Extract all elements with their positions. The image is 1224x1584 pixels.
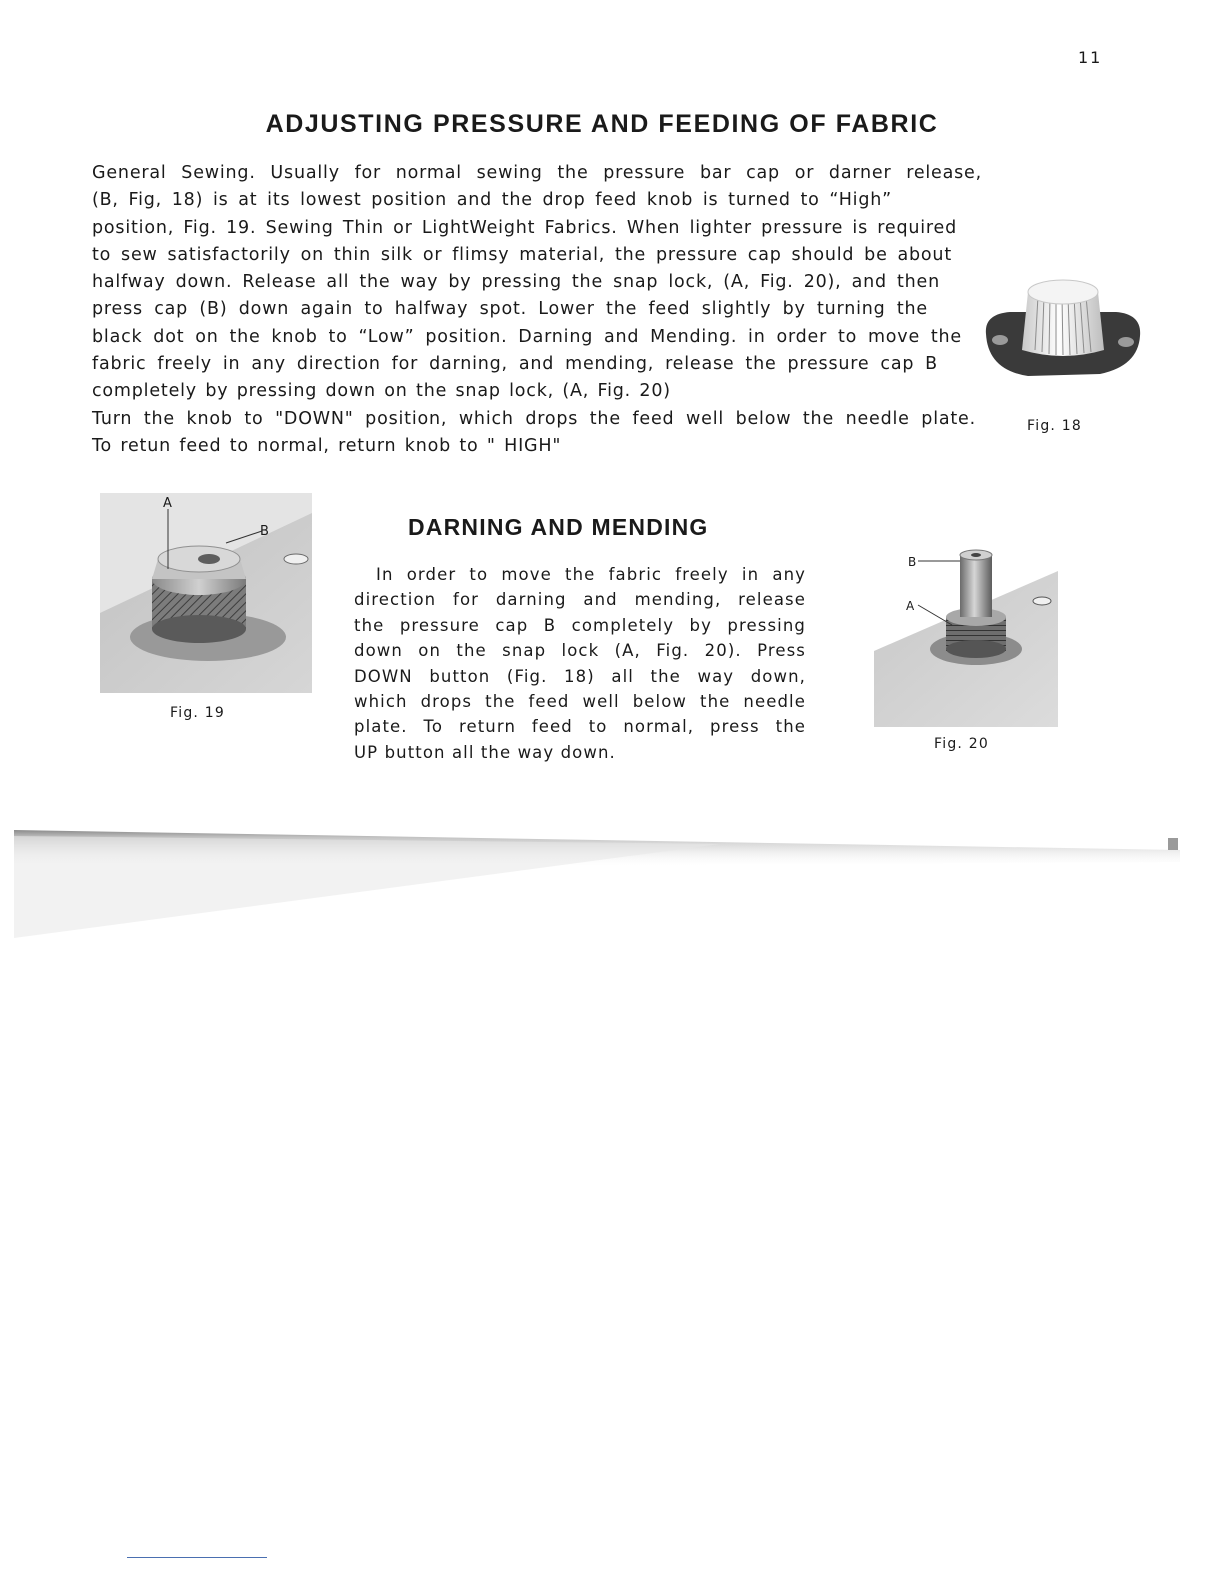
paragraph-line: fabric freely in any direction for darning, and mending, release the pressure cap B [92, 354, 938, 375]
paragraph-line: To retun feed to normal, return knob to " HIGH" [92, 435, 562, 456]
figure-20-label-a: A [906, 599, 916, 613]
paragraph-line: position, Fig. 19. Sewing Thin or LightWeight Fabrics. When lighter pressure is required [92, 217, 957, 238]
paragraph-line: black dot on the knob to “Low” position. Darning and Mending. in order to move the [92, 326, 962, 347]
paragraph-line: to sew satisfactorily on thin silk or flimsy material, the pressure cap should be about [92, 244, 952, 265]
figure-20-snap-lock [874, 545, 1058, 727]
paragraph-line: which drops the feed well below the needle [354, 692, 806, 712]
figure-20-label-b: B [908, 555, 918, 569]
page-number: 11 [1078, 48, 1103, 67]
paragraph-line: halfway down. Release all the way by pressing the snap lock, (A, Fig. 20), and then [92, 272, 940, 293]
darning-and-mending-paragraph [354, 562, 806, 765]
figure-19-label-b: B [260, 524, 271, 539]
snap-lock-illustration [874, 545, 1058, 727]
paragraph-line: UP button all the way down. [354, 742, 616, 762]
scan-artifact-band [0, 828, 1224, 958]
pressure-cap-illustration [980, 262, 1146, 388]
paragraph-line: DOWN button (Fig. 18) all the way down, [354, 666, 806, 686]
paragraph-line: General Sewing. Usually for normal sewing the pressure bar cap or darner release, [92, 163, 982, 183]
figure-19-drop-feed-knob [100, 493, 312, 693]
paragraph-line: down on the snap lock (A, Fig. 20). Press [354, 641, 806, 661]
paragraph-line: completely by pressing down on the snap lock, (A, Fig. 20) [92, 381, 671, 402]
paragraph-line: Turn the knob to "DOWN" position, which drops the feed well below the needle plate. [92, 408, 976, 429]
section-title-adjusting-pressure: ADJUSTING PRESSURE AND FEEDING OF FABRIC [265, 110, 939, 138]
drop-feed-knob-illustration [100, 493, 312, 693]
figure-19-caption: Fig. 19 [170, 705, 225, 721]
paragraph-line: direction for darning and mending, release [354, 590, 806, 610]
figure-20-caption: Fig. 20 [934, 736, 989, 752]
figure-19-label-a: A [163, 496, 174, 511]
adjusting-pressure-paragraph [92, 160, 982, 460]
paragraph-line: the pressure cap B completely by pressing [354, 615, 806, 635]
figure-18-caption: Fig. 18 [1027, 418, 1082, 434]
figure-18-pressure-cap [980, 262, 1146, 388]
paragraph-line: press cap (B) down again to halfway spot. Lower the feed slightly by turning the [92, 299, 928, 320]
footer-rule [127, 1557, 267, 1558]
section-title-darning-and-mending: DARNING AND MENDING [408, 514, 709, 540]
paragraph-line: (B, Fig, 18) is at its lowest position and the drop feed knob is turned to “High” [92, 190, 892, 211]
paragraph-line: In order to move the fabric freely in any [376, 565, 806, 584]
scan-artifact-graphic [0, 828, 1224, 958]
paragraph-line: plate. To return feed to normal, press the [354, 717, 806, 737]
